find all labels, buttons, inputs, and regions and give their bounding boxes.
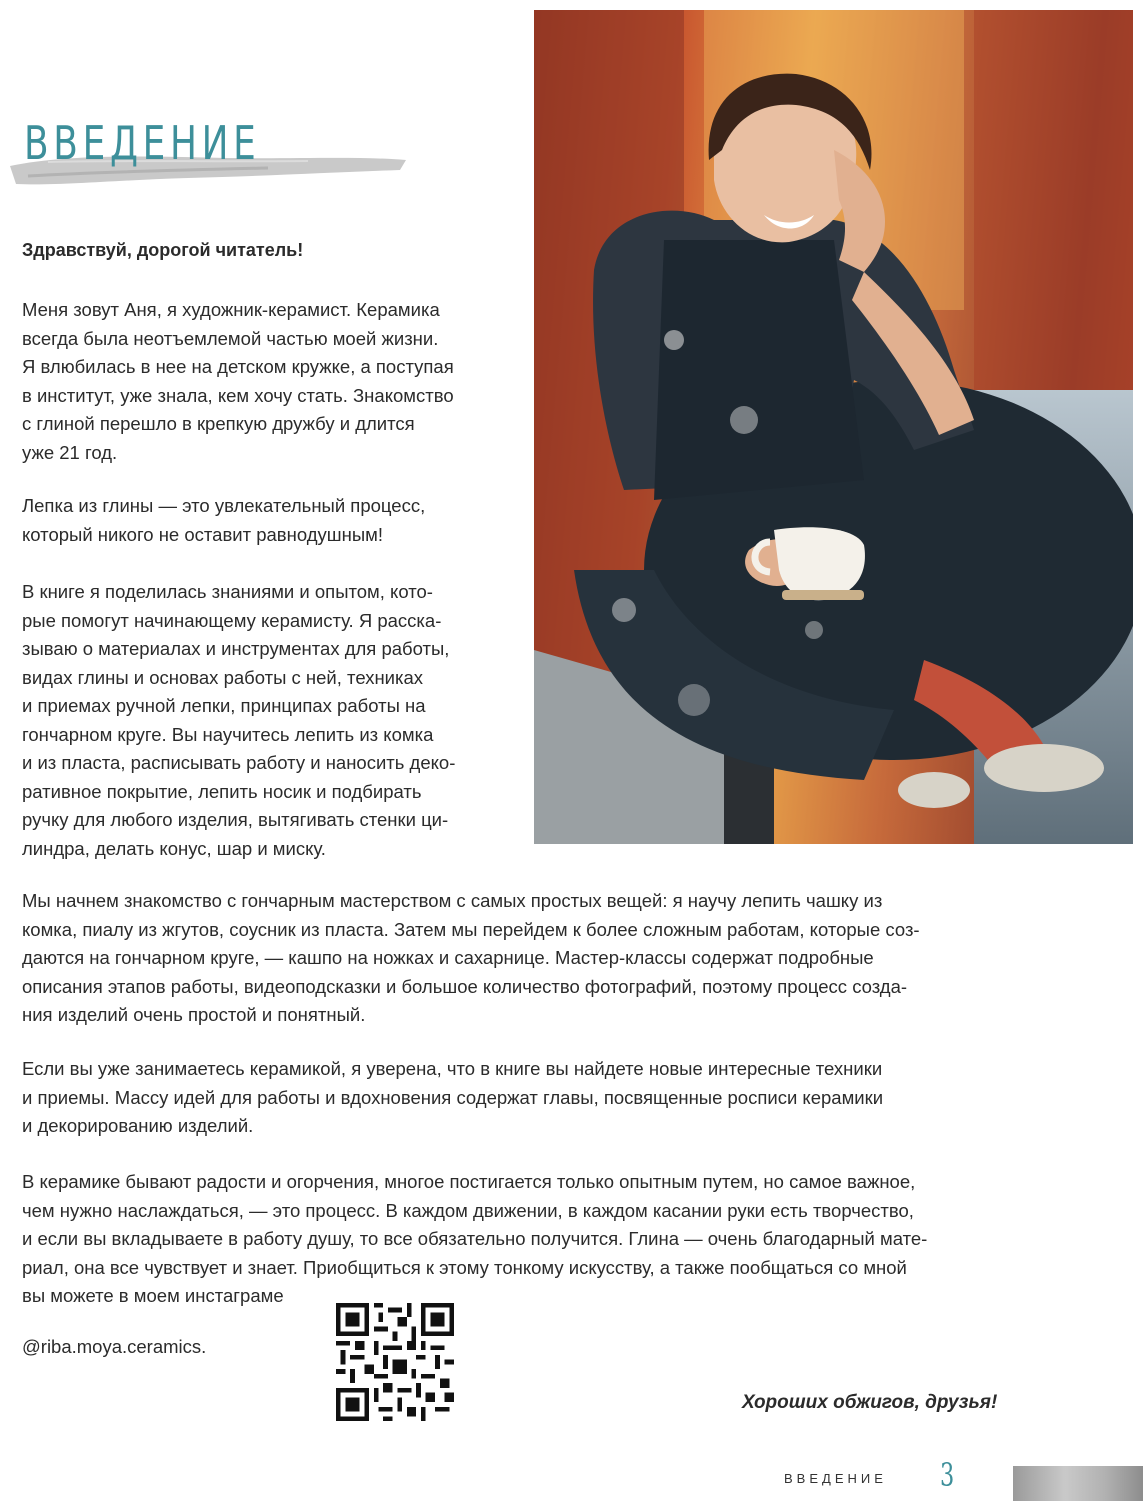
qr-code-icon[interactable] bbox=[336, 1303, 454, 1421]
intro-paragraph-2: Лепка из глины — это увлекательный процесс, который никого не оставит равнодушным! bbox=[22, 495, 426, 545]
intro-paragraph-3: В книге я поделилась знаниями и опытом, кото- рые помогут начинающему керамисту. Я расска- зываю о материалах и инструментах для работы, видах глины и основах работы с ней, техниках и приемах ручной лепки, принципах работы на гончарном круге. Вы научитесь лепить из комка и из пласта, расписывать работу и наносить деко- ративное покрытие, лепить носик и подбирать ручку для любого изделия, вытягивать стенки ци- линдра, делать конус, шар и миску. bbox=[22, 581, 456, 859]
sign-off: Хороших обжигов, друзья! bbox=[742, 1392, 998, 1413]
page-corner-texture bbox=[1013, 1466, 1143, 1501]
intro-paragraph-1: Меня зовут Аня, я художник-керамист. Керамика всегда была неотъемлемой частью моей жизни. Я влюбилась в нее на детском кружке, а поступая в институт, уже знала, кем хочу стать. Знакомство с глиной перешло в крепкую дружбу и длится уже 21 год. bbox=[22, 299, 454, 463]
author-photo bbox=[534, 10, 1133, 844]
title-block bbox=[8, 112, 408, 192]
page-number: 3 bbox=[940, 1456, 955, 1494]
page-title: ВВЕДЕНИЕ bbox=[24, 116, 261, 170]
footer-section-label: ВВЕДЕНИЕ bbox=[784, 1471, 887, 1486]
intro-paragraph-4: Мы начнем знакомство с гончарным мастерством с самых простых вещей: я научу лепить чашку из комка, пиалу из жгутов, соусник из пласта. Затем мы перейдем к более сложным работам, которые соз- даются на гончарном круге, — кашпо на ножках и сахарнице. Мастер-классы содержат подробные описания этапов работы, видеоподсказки и большое количество фотографий, поэтому процесс созда- ния изделий очень простой и понятный. bbox=[22, 890, 920, 1025]
instagram-handle[interactable]: @riba.moya.ceramics. bbox=[22, 1336, 207, 1357]
author-photo-illustration bbox=[534, 10, 1133, 844]
intro-paragraph-5: Если вы уже занимаетесь керамикой, я уверена, что в книге вы найдете новые интересные техники и приемы. Массу идей для работы и вдохновения содержат главы, посвященные росписи керамики и декорированию изделий. bbox=[22, 1058, 884, 1136]
greeting: Здравствуй, дорогой читатель! bbox=[22, 240, 304, 260]
intro-paragraph-6: В керамике бывают радости и огорчения, многое постигается только опытным путем, но самое важное, чем нужно наслаждаться, — это процесс. В каждом движении, в каждом касании руки есть творчество, и если вы вкладываете в работу душу, то все обязательно получится. Глина — очень благодарный мате- риал, она все чувствует и знает. Приобщиться к этому тонкому искусству, а также пообщаться со мной вы можете в моем инстаграме bbox=[22, 1171, 928, 1306]
